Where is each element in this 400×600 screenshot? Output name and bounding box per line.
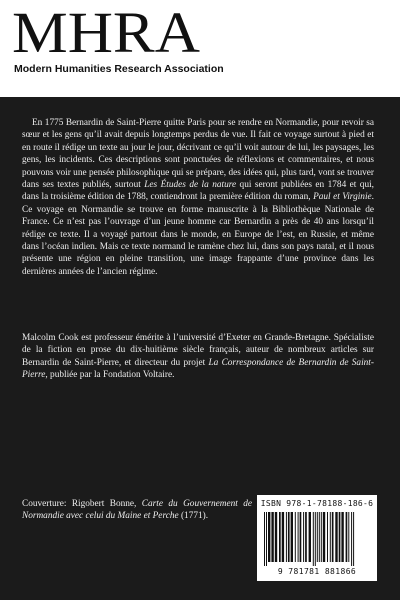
text-run: qui seront publiées en 1784 et qui, dans la troisième édition de 1788, contiendront la première édition du roman,	[22, 180, 374, 203]
text-run: (1771).	[178, 511, 209, 522]
mhra-subtitle: Modern Humanities Research Association	[14, 63, 224, 75]
barcode-bar	[295, 512, 296, 562]
barcode-bar	[323, 512, 325, 562]
barcode-bar	[351, 512, 352, 566]
barcode-bar	[319, 512, 320, 562]
blurb-paragraph-1	[22, 117, 374, 278]
author-bio-paragraph	[22, 332, 374, 382]
barcode-bar	[291, 512, 293, 562]
italic-title: La Correspondance de Bernardin de Saint-Pierre	[22, 357, 374, 381]
italic-title: Les Études de la nature	[144, 180, 237, 191]
italic-title: Paul et Virginie	[313, 192, 372, 203]
barcode-bar	[286, 512, 287, 562]
mhra-header	[0, 0, 400, 97]
text-run: . Ce voyage en Normandie se trouve en forme manuscrite à la Bibliothèque Nationale de France. Ce n’est pas l’ouvrage d’un jeune homme car Bernardin a près de 40 ans lorsqu’il rédige ce texte. Il a voyagé partout dans le monde, en Europe de l’est, en Russie, et même dans l’océan indien. Mais ce texte normand le ramène chez lui, dans son pays natal, et il nous présente une région en pleine transition, une image frappante d’une province dans les dernières années de l’ancien régime.	[22, 192, 374, 277]
barcode-bar	[339, 512, 341, 562]
barcode-bar	[315, 512, 316, 566]
barcode-bar	[264, 512, 265, 566]
text-run: En 1775 Bernardin de Saint-Pierre quitte Paris pour se rendre en Normandie, pour revoir sa sœur et les gens qu’il avait depuis longtemps perdus de vue. Il fait ce voyage surtout à pied et en route il rédige un texte au jour le jour, décrivant ce qu’il voit autour de lui, les paysages, les gens, les incidents. Ces descriptions sont ponctuées de réflexions et commentaires, et nous pouvons voir une pensée philosophique qui se prépare, des idées qui, plus tard, vont se trouver dans ses textes publiés, surtout	[22, 118, 374, 191]
barcode-bar	[300, 512, 302, 562]
barcode-bar	[335, 512, 337, 562]
text-run: Couverture: Rigobert Bonne,	[22, 499, 142, 509]
barcode-bar	[271, 512, 273, 562]
cover-credit	[22, 498, 252, 523]
barcode-bar	[332, 512, 334, 562]
barcode-bar	[268, 512, 270, 562]
barcode-bar	[346, 512, 348, 562]
text-run: , publiée par la Fondation Voltaire.	[45, 370, 175, 381]
barcode-bar	[321, 512, 322, 562]
isbn-barcode	[257, 495, 377, 581]
text-run: Malcolm Cook est professeur émérite à l’université d’Exeter en Grande-Bretagne. Spécialiste de la fiction en prose du dix-huitième siècle français, auteur de nombreux articles sur Bernardin de Saint-Pierre, et directeur du projet	[22, 333, 374, 368]
barcode-bar	[330, 512, 331, 562]
barcode-bar	[279, 512, 281, 562]
barcode-bars	[264, 512, 372, 566]
barcode-bar	[327, 512, 328, 562]
barcode-bar	[348, 512, 349, 562]
barcode-bar	[313, 512, 314, 566]
barcode-bar	[341, 512, 343, 562]
barcode-bar	[305, 512, 307, 562]
ean-digits: 9 781781 881866	[277, 567, 357, 576]
barcode-bar	[309, 512, 311, 562]
italic-title: Carte du Gouvernement de Normandie avec celui du Maine et Perche	[22, 499, 252, 522]
barcode-bar	[275, 512, 277, 562]
mhra-logo: MHRA	[12, 0, 200, 65]
barcode-bar	[288, 512, 290, 562]
isbn-label: ISBN 978-1-78188-186-6	[260, 499, 374, 508]
barcode-bar	[303, 512, 304, 562]
barcode-bar	[282, 512, 284, 562]
barcode-bar	[317, 512, 318, 562]
barcode-bar	[353, 512, 354, 566]
barcode-bar	[298, 512, 299, 562]
barcode-bar	[266, 512, 267, 566]
